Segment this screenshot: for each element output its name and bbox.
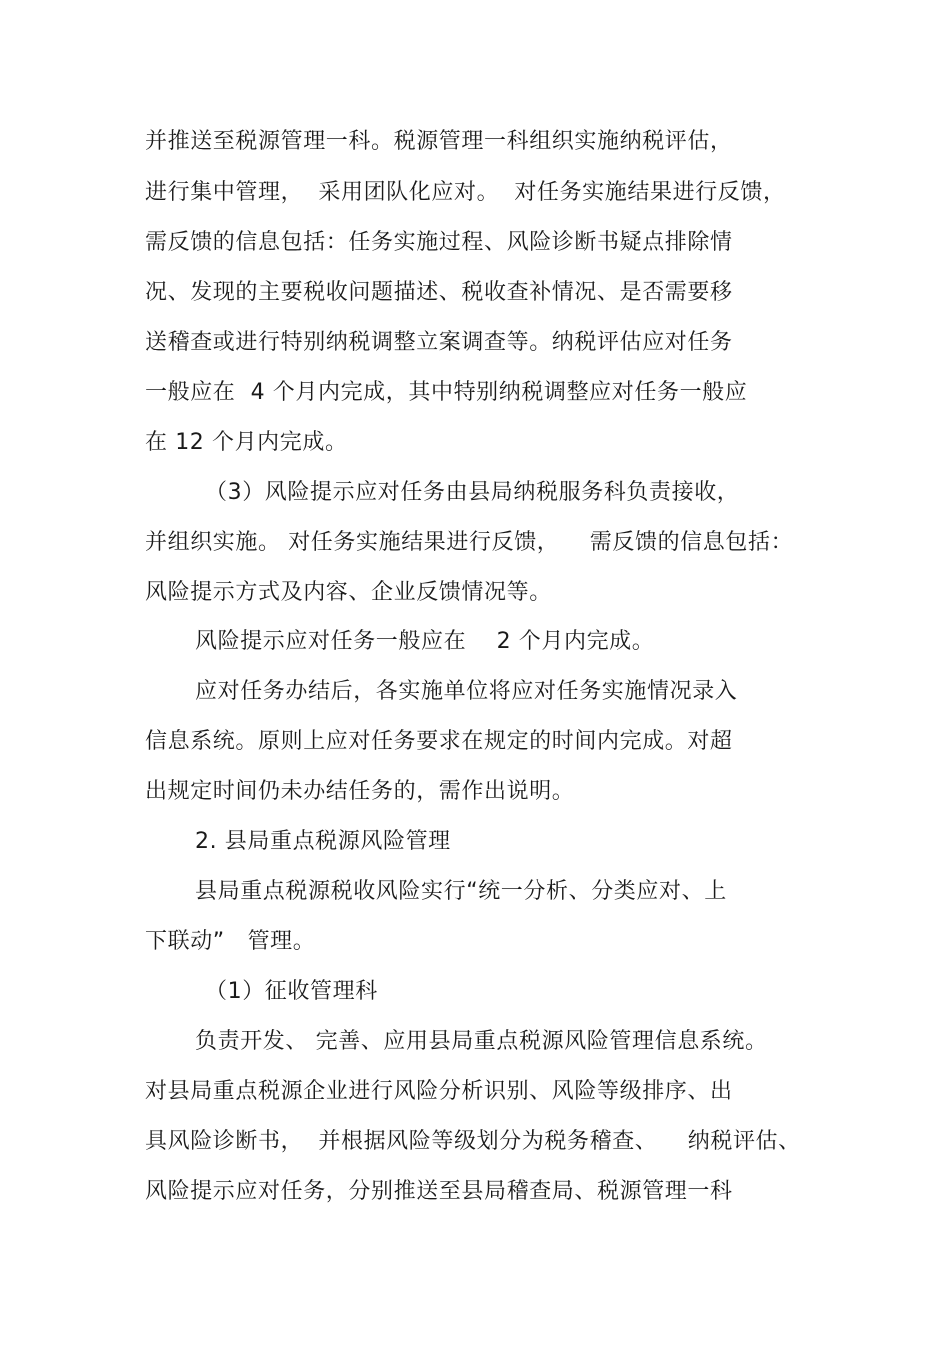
text-line-16: 县局重点税源税收风险实行“统一分析、分类应对、上	[195, 879, 727, 904]
text-line-10: 风险提示方式及内容、企业反馈情况等。	[145, 580, 552, 605]
text-line-1: 并推送至税源管理一科。税源管理一科组织实施纳税评估，	[145, 129, 733, 154]
text-line-4: 况、发现的主要税收问题描述、税收查补情况、是否需要移	[145, 280, 733, 305]
text-line-14: 出规定时间仍未办结任务的，需作出说明。	[145, 779, 575, 804]
text-line-3: 需反馈的信息包括：任务实施过程、风险诊断书疑点排除情	[145, 230, 733, 255]
text-line-19: 负责开发、 完善、应用县局重点税源风险管理信息系统。	[195, 1029, 768, 1054]
text-line-5: 送稽查或进行特别纳税调整立案调查等。纳税评估应对任务	[145, 330, 733, 355]
text-line-6: 一般应在 4 个月内完成，其中特别纳税调整应对任务一般应	[145, 380, 748, 405]
text-line-13: 信息系统。原则上应对任务要求在规定的时间内完成。对超	[145, 729, 733, 754]
text-line-12: 应对任务办结后，各实施单位将应对任务实施情况录入	[195, 679, 738, 704]
section-heading: 2. 县局重点税源风险管理	[195, 829, 451, 854]
text-line-7: 在 12 个月内完成。	[145, 430, 348, 455]
text-line-20: 对县局重点税源企业进行风险分析识别、风险等级排序、出	[145, 1079, 733, 1104]
text-line-2: 进行集中管理， 采用团队化应对。 对任务实施结果进行反馈，	[145, 180, 786, 205]
subsection-heading: （1）征收管理科	[205, 979, 378, 1004]
text-line-11: 风险提示应对任务一般应在 2 个月内完成。	[195, 629, 655, 654]
text-line-21: 具风险诊断书， 并根据风险等级划分为税务稽查、 纳税评估、	[145, 1129, 801, 1154]
text-line-17: 下联动” 管理。	[145, 929, 316, 954]
text-line-22: 风险提示应对任务，分别推送至县局稽查局、税源管理一科	[145, 1179, 733, 1204]
text-line-9: 并组织实施。 对任务实施结果进行反馈， 需反馈的信息包括：	[145, 530, 794, 555]
text-line-8: （3）风险提示应对任务由县局纳税服务科负责接收，	[205, 480, 740, 505]
